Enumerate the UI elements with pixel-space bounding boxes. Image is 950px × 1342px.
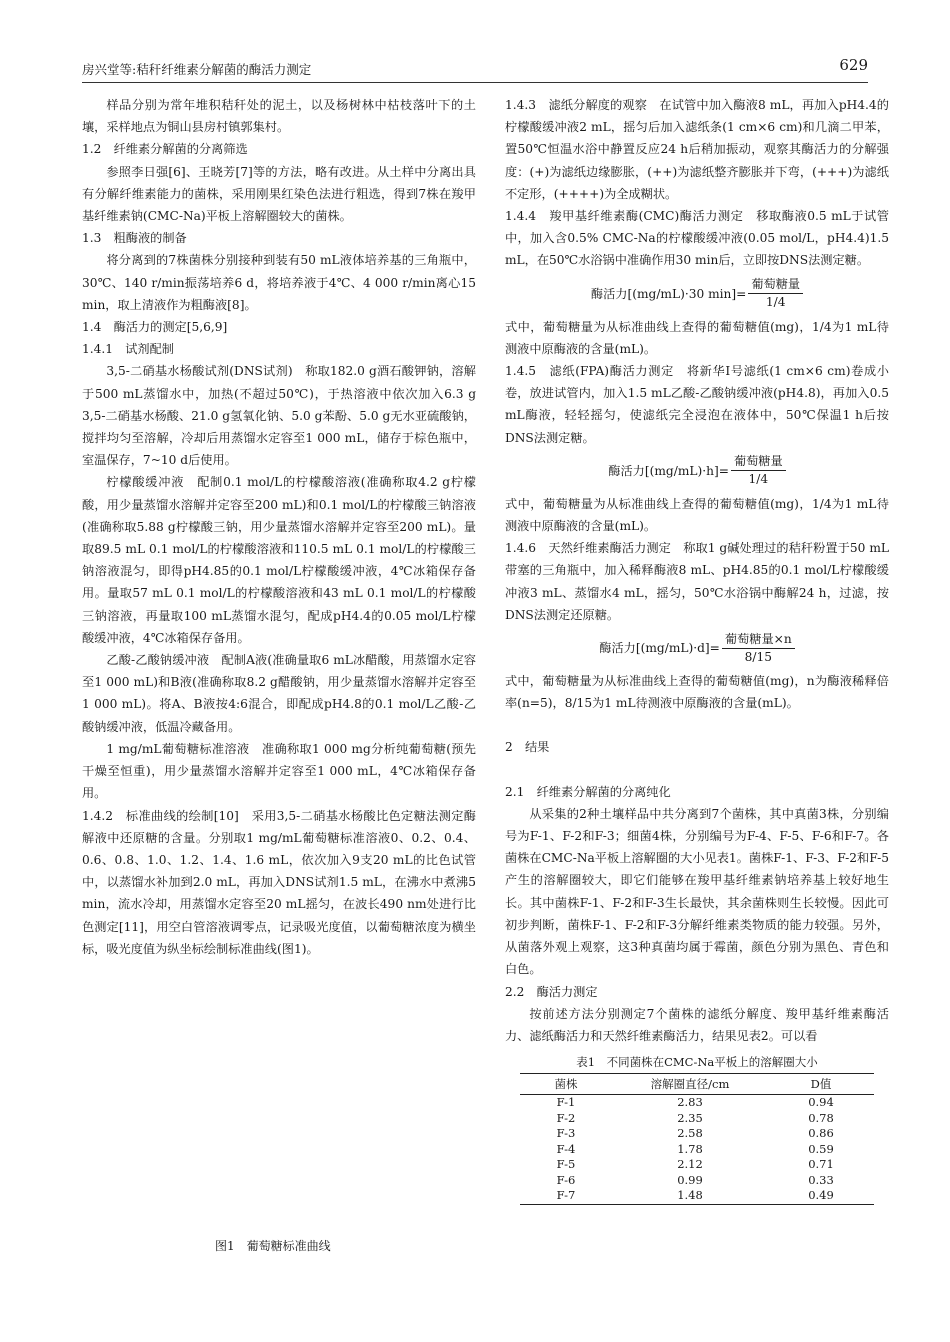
section-heading-2-2: 2.2 酶活力测定	[505, 984, 598, 999]
table-cell-diameter: 1.78	[677, 1141, 703, 1156]
paragraph-glucose-standard: 1 mg/mL葡萄糖标准溶液 准确称取1 000 mg分析纯葡萄糖(预先干燥至恒重)，用少量蒸馏水溶解并定容至1 000 mL，4℃冰箱保存备用。	[82, 741, 476, 801]
section-heading-1-2: 1.2 纤维素分解菌的分离筛选	[82, 142, 248, 157]
formula-natural	[505, 628, 889, 668]
formula-natural-numerator: 葡萄糖量×n	[722, 631, 795, 649]
table-header-diameter: 溶解圈直径/cm	[650, 1077, 730, 1092]
table-cell-diameter: 2.58	[677, 1126, 703, 1141]
paragraph-dns-reagent: 3,5-二硝基水杨酸试剂(DNS试剂) 称取182.0 g酒石酸钾钠，溶解于500 mL蒸馏水中，加热(不超过50℃)，于热溶液中依次加入6.3 g 3,5-二硝基水杨酸、21.0 g氢氧化钠、5.0 g苯酚、5.0 g无水亚硫酸钠，搅拌均匀至溶解，冷却后用蒸馏水定容至1 000 mL，储存于棕色瓶中，室温保存，7~10 d后使用。	[82, 364, 476, 468]
page-number: 629	[839, 56, 868, 74]
formula-cmc-lhs: 酶活力[(mg/mL)·30 min]=	[590, 286, 747, 301]
paragraph-acetate-buffer: 乙酸-乙酸钠缓冲液 配制A液(准确量取6 mL冰醋酸，用蒸馏水定容至1 000 mL)和B液(准确称取8.2 g醋酸钠，用少量蒸馏水溶解并定容至1 000 mL)。将A、B液按4:6混合，即配成pH4.8的0.1 mol/L乙酸-乙酸钠缓冲液，低温冷藏备用。	[82, 653, 476, 734]
formula-fpa	[505, 451, 889, 491]
formula-cmc-numerator: 葡萄糖量	[748, 276, 803, 294]
section-heading-2: 2 结果	[505, 740, 550, 755]
table-row	[520, 1173, 874, 1189]
table-cell-diameter: 2.35	[677, 1110, 703, 1125]
paragraph-1-4-3: 1.4.3 滤纸分解度的观察 在试管中加入酶液8 mL，再加入pH4.4的柠檬酸缓冲液2 mL，摇匀后加入滤纸条(1 cm×6 cm)和几滴二甲苯，置50℃恒温水浴中静置反应24 h后稍加振动，观察其酶活力的分解强度：(+)为滤纸边缘膨胀，(++)为滤纸整齐膨胀并下弯，(+++)为滤纸不定形，(++++)为全成糊状。	[505, 98, 889, 201]
paragraph-standard-curve: 1.4.2 标准曲线的绘制[10] 采用3,5-二硝基水杨酸比色定糖法测定酶解液中还原糖的含量。分别取1 mg/mL葡萄糖标准溶液0、0.2、0.4、0.6、0.8、1.0、1.2、1.4、1.6 mL，依次加入9支20 mL的比色试管中，以蒸馏水补加到2.0 mL，再加入DNS试剂1.5 mL，在沸水中煮沸5 min，流水冷却，用蒸馏水定容至20 mL摇匀，在波长490 nm处进行比色测定[11]，用空白管溶液调零点，记录吸光度值，以葡萄糖浓度为横坐标，吸光度值为纵坐标绘制标准曲线(图1)。	[82, 808, 476, 956]
table-row	[520, 1142, 874, 1158]
table-cell-strain: F-5	[556, 1157, 576, 1172]
formula-natural-fraction	[722, 631, 795, 666]
table-cell-d-value: 0.78	[808, 1110, 834, 1125]
formula-natural-denominator: 8/15	[744, 649, 772, 664]
table-1-grid	[520, 1073, 874, 1205]
table-row	[520, 1095, 874, 1111]
table-cell-d-value: 0.49	[808, 1188, 834, 1203]
paragraph-1-4-5: 1.4.5 滤纸(FPA)酶活力测定 将新华Ⅰ号滤纸(1 cm×6 cm)卷成小卷，放进试管内，加入1.5 mL乙酸-乙酸钠缓冲液(pH4.8)，再加入0.5 mL酶液，轻轻摇匀，使滤纸完全浸泡在液体中，50℃保温1 h后按DNS法测定糖。	[505, 364, 889, 445]
table-cell-strain: F-7	[556, 1188, 576, 1203]
formula-cmc-fraction	[748, 276, 803, 311]
formula-cmc-denominator: 1/4	[765, 295, 786, 310]
paragraph-1-4-6: 1.4.6 天然纤维素酶活力测定 称取1 g碱处理过的秸秆粉置于50 mL带塞的三角瓶中，加入稀释酶液8 mL、pH4.85的0.1 mol/L柠檬酸缓冲液3 mL、蒸馏水4 mL，摇匀，50℃水浴锅中酶解24 h，过滤，按DNS法测定还原糖。	[505, 541, 889, 622]
table-cell-strain: F-3	[556, 1126, 576, 1141]
paragraph-citrate-buffer: 柠檬酸缓冲液 配制0.1 mol/L的柠檬酸溶液(准确称取4.2 g柠檬酸，用少量蒸馏水溶解并定容至200 mL)和0.1 mol/L的柠檬酸三钠溶液(准确称取5.88 g柠檬酸三钠，用少量蒸馏水溶解并定容至200 mL)。量取89.5 mL 0.1 mol/L的柠檬酸溶液和110.5 mL 0.1 mol/L的柠檬酸三钠溶液混匀，即得pH4.85的0.1 mol/L柠檬酸缓冲液，4℃冰箱保存备用。量取57 mL 0.1 mol/L的柠檬酸溶液和43 mL 0.1 mol/L的柠檬酸三钠溶液，再量取100 mL蒸馏水混匀，配成pH4.4的0.05 mol/L柠檬酸缓冲液，4℃冰箱保存备用。	[82, 475, 476, 645]
table-cell-strain: F-1	[556, 1095, 576, 1110]
section-heading-1-4: 1.4 酶活力的测定[5,6,9]	[82, 320, 228, 335]
section-heading-2-1: 2.1 纤维素分解菌的分离纯化	[505, 784, 671, 799]
table-cell-d-value: 0.94	[808, 1095, 834, 1110]
paragraph-sampling: 样品分别为常年堆积秸秆处的泥土，以及杨树林中枯枝落叶下的土壤，采样地点为铜山县房村镇郭集村。	[82, 98, 476, 135]
running-title: 房兴堂等:秸秆纤维素分解菌的酶活力测定	[82, 62, 312, 77]
formula-fpa-note: 式中，葡萄糖量为从标准曲线上查得的葡萄糖值(mg)，1/4为1 mL待测液中原酶液的含量(mL)。	[505, 496, 889, 534]
table-cell-d-value: 0.86	[808, 1126, 834, 1141]
table-cell-strain: F-2	[556, 1110, 576, 1125]
paragraph-2-2: 按前述方法分别测定7个菌株的滤纸分解度、羧甲基纤维素酶活力、滤纸酶活力和天然纤维素酶活力，结果见表2。可以看	[505, 1006, 889, 1043]
running-header	[82, 56, 868, 83]
formula-cmc-note: 式中，葡萄糖量为从标准曲线上查得的葡萄糖值(mg)，1/4为1 mL待测液中原酶液的含量(mL)。	[505, 319, 889, 356]
table-header-d-value: D值	[810, 1077, 832, 1092]
figure-1-caption: 图1 葡萄糖标准曲线	[215, 1239, 331, 1253]
table-cell-diameter: 1.48	[677, 1188, 703, 1203]
formula-natural-note: 式中，葡萄糖量为从标准曲线上查得的葡萄糖值(mg)，n为酶液稀释倍率(n=5)，8/15为1 mL待测液中原酶液的含量(mL)。	[505, 674, 889, 711]
formula-fpa-fraction	[731, 453, 786, 488]
table-1	[505, 1053, 889, 1205]
table-cell-d-value: 0.71	[808, 1157, 834, 1172]
table-1-body	[520, 1095, 874, 1205]
table-cell-strain: F-6	[556, 1172, 576, 1187]
paragraph-1-2: 参照李日强[6]、王晓芳[7]等的方法，略有改进。从土样中分离出具有分解纤维素能力的菌株，采用刚果红染色法进行粗选，得到7株在羧甲基纤维素钠(CMC-Na)平板上溶解圈较大的菌株。	[82, 164, 476, 224]
formula-fpa-numerator: 葡萄糖量	[731, 453, 786, 471]
table-cell-d-value: 0.33	[808, 1172, 834, 1187]
paragraph-1-3: 将分离到的7株菌株分别接种到装有50 mL液体培养基的三角瓶中，30℃、140 r/min振荡培养6 d，将培养液于4℃、4 000 r/min离心15 min，取上清液作为粗酶液[8]。	[82, 253, 476, 312]
table-1-caption: 表1 不同菌株在CMC-Na平板上的溶解圈大小	[576, 1055, 818, 1070]
formula-fpa-lhs: 酶活力[(mg/mL)·h]=	[608, 463, 729, 478]
table-cell-d-value: 0.59	[808, 1141, 834, 1156]
table-row	[520, 1111, 874, 1127]
table-header-strain: 菌株	[554, 1077, 578, 1092]
table-cell-diameter: 2.83	[677, 1095, 703, 1110]
left-column	[82, 94, 476, 960]
table-row	[520, 1157, 874, 1173]
formula-natural-lhs: 酶活力[(mg/mL)·d]=	[599, 641, 720, 656]
table-row	[520, 1188, 874, 1204]
table-cell-diameter: 2.12	[677, 1157, 703, 1172]
section-heading-1-3: 1.3 粗酶液的制备	[82, 231, 187, 246]
table-header-row	[520, 1074, 874, 1095]
right-column	[505, 94, 889, 1205]
section-heading-1-4-1: 1.4.1 试剂配制	[82, 342, 174, 357]
formula-fpa-denominator: 1/4	[748, 472, 769, 487]
table-row	[520, 1126, 874, 1142]
formula-cmc	[505, 274, 889, 314]
table-cell-diameter: 0.99	[677, 1172, 703, 1187]
table-cell-strain: F-4	[556, 1141, 576, 1156]
paragraph-2-1: 从采集的2种土壤样品中共分离到7个菌株，其中真菌3株，分别编号为F-1、F-2和F-3；细菌4株，分别编号为F-4、F-5、F-6和F-7。各菌株在CMC-Na平板上溶解圈的大小见表1。菌株F-1、F-3、F-2和F-5产生的溶解圈较大，即它们能够在羧甲基纤维素钠培养基上较好地生长。其中菌株F-1、F-2和F-3生长最快，其余菌株则生长较慢。因此可初步判断，菌株F-1、F-2和F-3分解纤维素类物质的能力较强。另外，从菌落外观上观察，这3种真菌均属于霉菌，颜色分别为黑色、青色和白色。	[505, 806, 889, 977]
paragraph-1-4-4: 1.4.4 羧甲基纤维素酶(CMC)酶活力测定 移取酶液0.5 mL于试管中，加入含0.5% CMC-Na的柠檬酸缓冲液(0.05 mol/L，pH4.4)1.5 mL，在50℃水浴锅中准确作用30 min后，立即按DNS法测定糖。	[505, 209, 889, 268]
